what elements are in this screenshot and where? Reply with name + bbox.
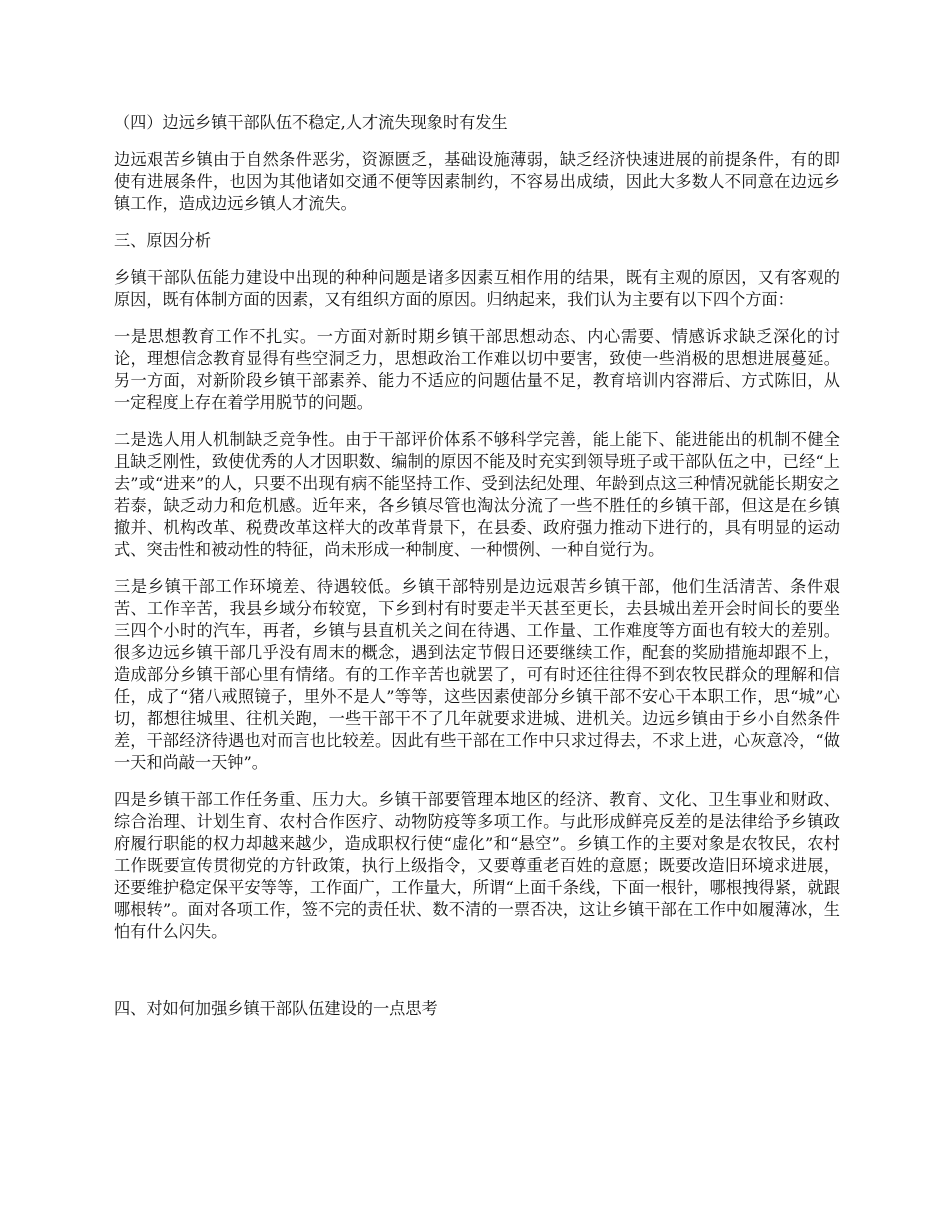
section-heading-thoughts: 四、对如何加强乡镇干部队伍建设的一点思考 xyxy=(114,999,438,1018)
paragraph-remote-towns: 边远艰苦乡镇由于自然条件恶劣，资源匮乏，基础设施薄弱，缺乏经济快速进展的前提条件，有的即使有进展条件，也因为其他诸如交通不便等因素制约，不容易出成绩，因此大多数人不同意在边远乡镇工作，造成边远乡镇人才流失。 xyxy=(114,150,840,213)
paragraph-reason-1: 一是思想教育工作不扎实。一方面对新时期乡镇干部思想动态、内心需要、情感诉求缺乏深化的讨论，理想信念教育显得有些空洞乏力，思想政治工作难以切中要害，致使一些消极的思想进展蔓延。另一方面，对新阶段乡镇干部素养、能力不适应的问题估量不足，教育培训内容滞后、方式陈旧，从一定程度上存在着学用脱节的问题。 xyxy=(114,327,840,412)
paragraph-reason-3: 三是乡镇干部工作环境差、待遇较低。乡镇干部特别是边远艰苦乡镇干部，他们生活清苦、条件艰苦、工作辛苦，我县乡域分布较宽，下乡到村有时要走半天甚至更长，去县城出差开会时间长的要坐三四个小时的汽车，再者，乡镇与县直机关之间在待遇、工作量、工作难度等方面也有较大的差别。很多边远乡镇干部几乎没有周末的概念，遇到法定节假日还要继续工作，配套的奖励措施却跟不上，造成部分乡镇干部心里有情绪。有的工作辛苦也就罢了，可有时还往往得不到农牧民群众的理解和信任，成了“猪八戒照镜子，里外不是人”等等，这些因素使部分乡镇干部不安心干本职工作，思“城”心切，都想往城里、往机关跑，一些干部干不了几年就要求进城、进机关。边远乡镇由于乡小自然条件差，干部经济待遇也对而言也比较差。因此有些干部在工作中只求过得去，不求上进，心灰意冷，“做一天和尚敲一天钟”。 xyxy=(114,577,840,772)
blank-space xyxy=(114,958,840,998)
section-heading-4: （四）边远乡镇干部队伍不稳定,人才流失现象时有发生 xyxy=(114,113,508,132)
paragraph-reason-4: 四是乡镇干部工作任务重、压力大。乡镇干部要管理本地区的经济、教育、文化、卫生事业和财政、综合治理、计划生育、农村合作医疗、动物防疫等多项工作。与此形成鲜亮反差的是法律给予乡镇政府履行职能的权力却越来越少，造成职权行使“虚化”和“悬空”。乡镇工作的主要对象是农牧民，农村工作既要宣传贯彻党的方针政策，执行上级指令，又要尊重老百姓的意愿；既要改造旧环境求进展，还要维护稳定保平安等等，工作面广，工作量大，所谓“上面千条线，下面一根针，哪根拽得紧，就跟哪根转”。面对各项工作，签不完的责任状、数不清的一票否决，这让乡镇干部在工作中如履薄冰，生怕有什么闪失。 xyxy=(114,790,840,941)
paragraph-reason-2: 二是选人用人机制缺乏竞争性。由于干部评价体系不够科学完善，能上能下、能进能出的机制不健全且缺乏刚性，致使优秀的人才因职数、编制的原因不能及时充实到领导班子或干部队伍之中，已经“上去”或“进来”的人，只要不出现有病不能坚持工作、受到法纪处理、年龄到点这三种情况就能长期安之若泰，缺乏动力和危机感。近年来，各乡镇尽管也淘汰分流了一些不胜任的乡镇干部，但这是在乡镇撤并、机构改革、税费改革这样大的改革背景下，在县委、政府强力推动下进行的，具有明显的运动式、突击性和被动性的特征，尚未形成一种制度、一种惯例、一种自觉行为。 xyxy=(114,430,840,559)
document-page xyxy=(114,112,840,1035)
paragraph-intro: 乡镇干部队伍能力建设中出现的种种问题是诸多因素互相作用的结果，既有主观的原因，又有客观的原因，既有体制方面的因素，又有组织方面的原因。归纳起来，我们认为主要有以下四个方面： xyxy=(114,268,840,309)
section-heading-cause-analysis: 三、原因分析 xyxy=(114,231,212,250)
